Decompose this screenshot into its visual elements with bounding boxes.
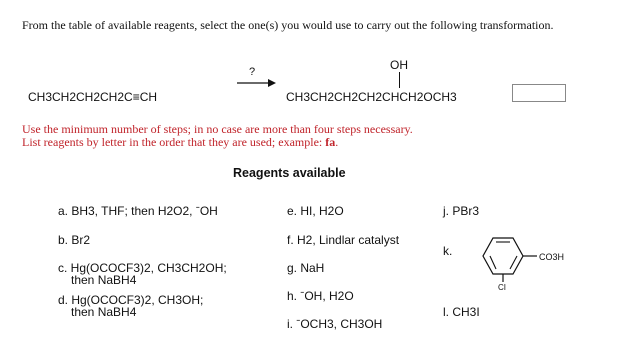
reagent-b: b. Br2 — [58, 233, 91, 247]
instructions-example: fa — [325, 135, 336, 149]
reagent-e: e. HI, H2O — [287, 204, 344, 218]
reaction-arrow — [235, 76, 277, 90]
instructions-line2 — [22, 136, 413, 149]
benzene-ring-structure — [455, 228, 570, 298]
reagent-c-line2: then NaBH4 — [71, 273, 137, 287]
reactant-formula: CH3CH2CH2CH2C≡CH — [28, 90, 158, 104]
instructions-line2-suffix: . — [335, 135, 339, 149]
reagent-k-carboxy-label: CO3H — [539, 252, 565, 262]
product-formula: CH3CH2CH2CH2CHCH2OCH3 — [286, 90, 457, 104]
reagent-f: f. H2, Lindlar catalyst — [287, 233, 400, 247]
reagent-d — [58, 294, 203, 318]
product-oh-substituent: OH — [390, 58, 408, 72]
instructions-line2-prefix: List reagents by letter in the order that they are used; example: — [22, 135, 326, 149]
reagent-d-line1: d. Hg(OCOCF3)2, CH3OH; — [58, 293, 204, 307]
reagent-l: l. CH3I — [443, 305, 480, 319]
product-oh-bond — [399, 72, 400, 88]
instructions-line1: Use the minimum number of steps; in no case are more than four steps necessary. — [22, 122, 413, 136]
reagent-k-chloro-label: CI — [498, 283, 506, 292]
reagent-c-line1: c. Hg(OCOCF3)2, CH3CH2OH; — [58, 261, 227, 275]
question-text: From the table of available reagents, select the one(s) you would use to carry out the following transformation. — [22, 18, 554, 32]
reagents-title: Reagents available — [233, 166, 346, 180]
reaction-arrow-label: ? — [249, 66, 256, 78]
reagent-i: i. ˉOCH3, CH3OH — [287, 317, 383, 331]
reagent-d-line2: then NaBH4 — [71, 305, 137, 319]
reagent-a: a. BH3, THF; then H2O2, ˉOH — [58, 204, 218, 218]
reagent-c — [58, 262, 227, 286]
reagent-g: g. NaH — [287, 261, 325, 275]
reagent-k-label: k. — [443, 244, 453, 258]
instructions — [22, 123, 413, 149]
answer-input[interactable] — [512, 84, 566, 102]
reagent-h: h. ˉOH, H2O — [287, 289, 354, 303]
reagent-j: j. PBr3 — [443, 204, 480, 218]
